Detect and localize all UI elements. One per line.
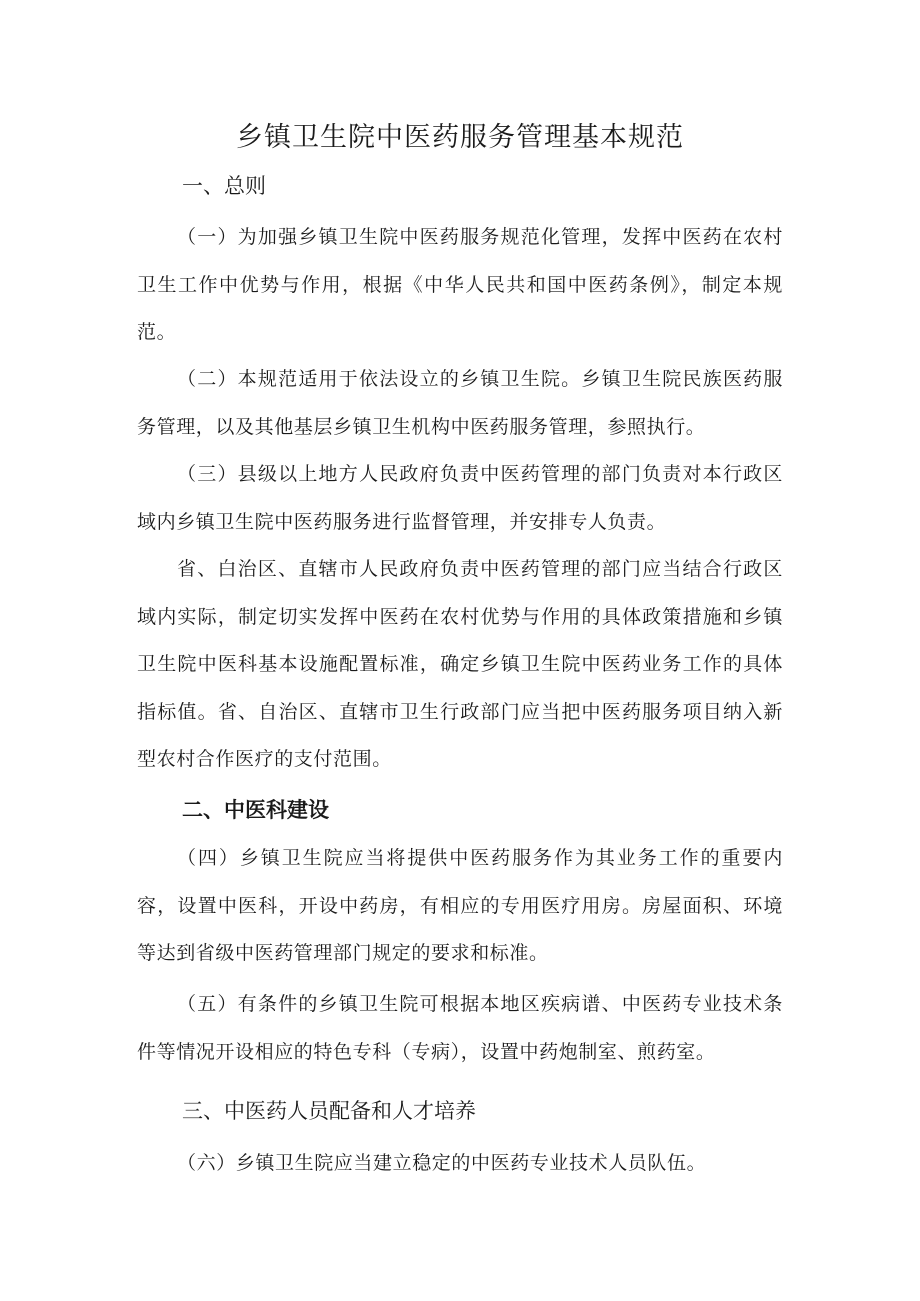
paragraph-article-4: （四）乡镇卫生院应当将提供中医药服务作为其业务工作的重要内容，设置中医科，开设中药房，有相应的专用医疗用房。房屋面积、环境等达到省级中医药管理部门规定的要求和标准。 [137, 847, 783, 964]
document-title: 乡镇卫生院中医药服务管理基本规范 [236, 122, 684, 153]
paragraph-article-6: （六）乡镇卫生院应当建立稳定的中医药专业技术人员队伍。 [177, 1152, 707, 1174]
paragraph-article-1: （一）为加强乡镇卫生院中医药服务规范化管理，发挥中医药在农村卫生工作中优势与作用，根据《中华人民共和国中医药条例》，制定本规范。 [137, 226, 783, 343]
paragraph-article-3: （三）县级以上地方人民政府负责中医药管理的部门负责对本行政区域内乡镇卫生院中医药服务进行监督管理，并安排专人负责。 [137, 463, 783, 533]
section-heading-general: 一、总则 [182, 174, 266, 198]
paragraph-article-2: （二）本规范适用于依法设立的乡镇卫生院。乡镇卫生院民族医药服务管理，以及其他基层乡镇卫生机构中医药服务管理，参照执行。 [137, 368, 783, 438]
section-heading-tcm-department: 二、中医科建设 [182, 798, 329, 822]
paragraph-article-5: （五）有条件的乡镇卫生院可根据本地区疾病谱、中医药专业技术条件等情况开设相应的特色专科（专病），设置中药炮制室、煎药室。 [137, 993, 783, 1063]
paragraph-article-3-supplement: 省、白治区、直辖市人民政府负责中医药管理的部门应当结合行政区域内实际，制定切实发挥中医药在农村优势与作用的具体政策措施和乡镇卫生院中医科基本设施配置标准，确定乡镇卫生院中医药业务工作的具体指标值。省、自治区、直辖市卫生行政部门应当把中医药服务项目纳入新型农村合作医疗的支付范围。 [137, 558, 783, 770]
section-heading-staffing: 三、中医药人员配备和人才培养 [182, 1099, 476, 1123]
